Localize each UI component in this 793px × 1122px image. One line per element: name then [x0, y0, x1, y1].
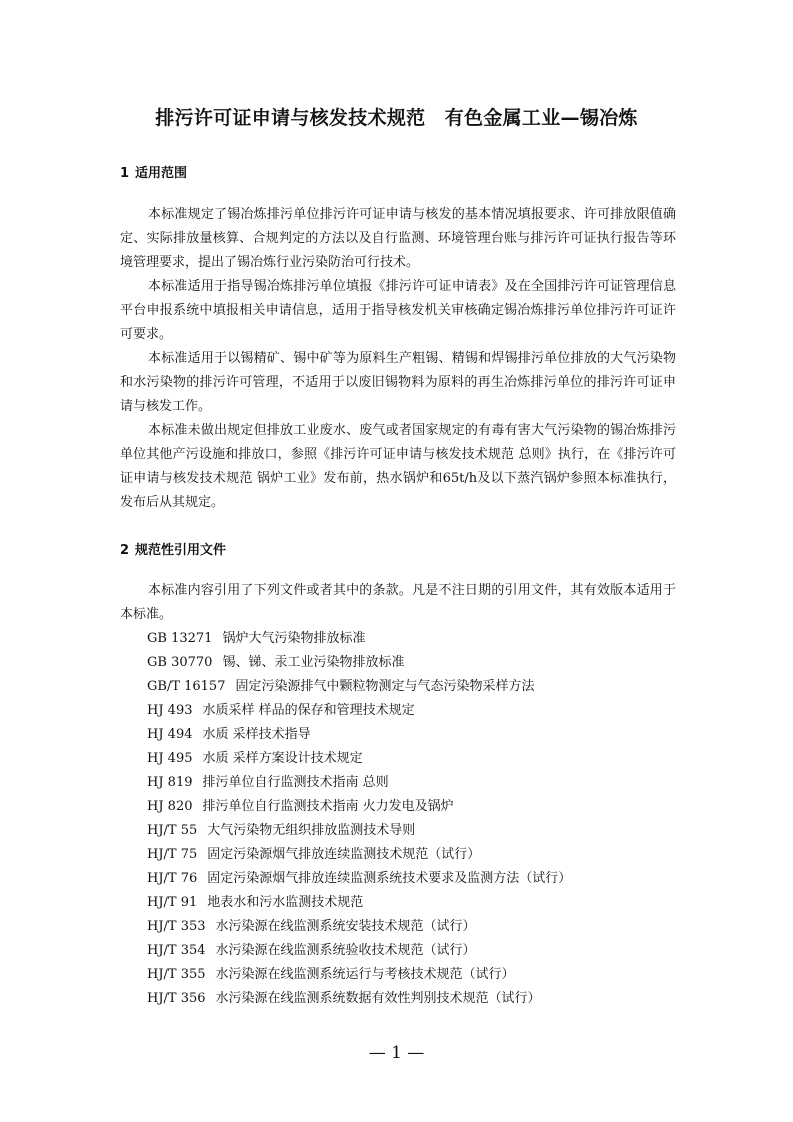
reference-code: HJ/T 354: [147, 943, 206, 958]
reference-code: HJ 493: [147, 703, 193, 718]
section-title: 适用范围: [135, 166, 188, 181]
list-item: [147, 723, 571, 747]
reference-code: HJ/T 91: [147, 895, 198, 910]
list-item: [147, 867, 571, 891]
list-item: [147, 747, 571, 771]
reference-title: 锡、锑、汞工业污染物排放标准: [222, 655, 405, 670]
reference-title: 水质采样 样品的保存和管理技术规定: [202, 703, 415, 718]
list-item: [147, 651, 571, 675]
paragraph: 本标准内容引用了下列文件或者其中的条款。凡是不注日期的引用文件，其有效版本适用于本标准。: [120, 583, 676, 622]
page-number: — 1 —: [368, 1043, 425, 1063]
section-number: 1: [120, 166, 130, 181]
list-item: [147, 699, 571, 723]
paragraph: 本标准规定了锡冶炼排污单位排污许可证申请与核发的基本情况填报要求、许可排放限值确定、实际排放量核算、合规判定的方法以及自行监测、环境管理台账与排污许可证执行报告等环境管理要求，提出了锡冶炼行业污染防治可行技术。: [120, 207, 676, 270]
reference-code: GB 30770: [147, 655, 213, 670]
reference-title: 固定污染源烟气排放连续监测系统技术要求及监测方法（试行）: [207, 871, 572, 886]
paragraph: 本标准未做出规定但排放工业废水、废气或者国家规定的有毒有害大气污染物的锡冶炼排污单位其他产污设施和排放口，参照《排污许可证申请与核发技术规范 总则》执行，在《排污许可证申请与核发技术规范 锅炉工业》发布前，热水锅炉和65t/h及以下蒸汽锅炉参照本标准执行，发布后从其规定。: [120, 423, 676, 510]
list-item: [147, 987, 571, 1011]
list-item: [147, 939, 571, 963]
list-item: [147, 819, 571, 843]
section-heading-scope: [120, 162, 187, 181]
reference-code: HJ 495: [147, 751, 193, 766]
reference-code: HJ/T 355: [147, 967, 206, 982]
list-item: [147, 627, 571, 651]
reference-title: 排污单位自行监测技术指南 火力发电及锅炉: [202, 799, 454, 814]
paragraph: 本标准适用于以锡精矿、锡中矿等为原料生产粗锡、精锡和焊锡排污单位排放的大气污染物和水污染物的排污许可管理，不适用于以废旧锡物料为原料的再生冶炼排污单位的排污许可证申请与核发工作。: [120, 351, 676, 414]
paragraph: 本标准适用于指导锡冶炼排污单位填报《排污许可证申请表》及在全国排污许可证管理信息平台申报系统中填报相关申请信息，适用于指导核发机关审核确定锡冶炼排污单位排污许可证许可要求。: [120, 279, 676, 342]
reference-list: [147, 627, 571, 1011]
reference-title: 固定污染源排气中颗粒物测定与气态污染物采样方法: [235, 679, 535, 694]
reference-code: HJ 819: [147, 775, 193, 790]
reference-code: HJ/T 353: [147, 919, 206, 934]
reference-code: HJ/T 76: [147, 871, 198, 886]
reference-title: 水污染源在线监测系统安装技术规范（试行）: [215, 919, 476, 934]
reference-code: GB 13271: [147, 631, 213, 646]
reference-title: 大气污染物无组织排放监测技术导则: [207, 823, 416, 838]
list-item: [147, 843, 571, 867]
page-title: 排污许可证申请与核发技术规范 有色金属工业—锡冶炼: [155, 107, 638, 129]
section-number: 2: [120, 543, 130, 558]
reference-title: 排污单位自行监测技术指南 总则: [202, 775, 389, 790]
reference-title: 水质 采样技术指导: [202, 727, 311, 742]
reference-code: HJ/T 55: [147, 823, 198, 838]
reference-code: HJ 820: [147, 799, 193, 814]
reference-title: 水污染源在线监测系统数据有效性判别技术规范（试行）: [215, 991, 541, 1006]
list-item: [147, 963, 571, 987]
reference-title: 水污染源在线监测系统验收技术规范（试行）: [215, 943, 476, 958]
list-item: [147, 891, 571, 915]
reference-code: HJ/T 356: [147, 991, 206, 1006]
reference-title: 锅炉大气污染物排放标准: [222, 631, 366, 646]
list-item: [147, 675, 571, 699]
reference-code: GB/T 16157: [147, 679, 226, 694]
reference-title: 地表水和污水监测技术规范: [207, 895, 364, 910]
section-heading-references: [120, 539, 226, 558]
reference-code: HJ 494: [147, 727, 193, 742]
list-item: [147, 915, 571, 939]
reference-title: 固定污染源烟气排放连续监测技术规范（试行）: [207, 847, 481, 862]
section-title: 规范性引用文件: [135, 543, 227, 558]
reference-title: 水质 采样方案设计技术规定: [202, 751, 363, 766]
list-item: [147, 771, 571, 795]
reference-code: HJ/T 75: [147, 847, 198, 862]
reference-title: 水污染源在线监测系统运行与考核技术规范（试行）: [215, 967, 515, 982]
list-item: [147, 795, 571, 819]
